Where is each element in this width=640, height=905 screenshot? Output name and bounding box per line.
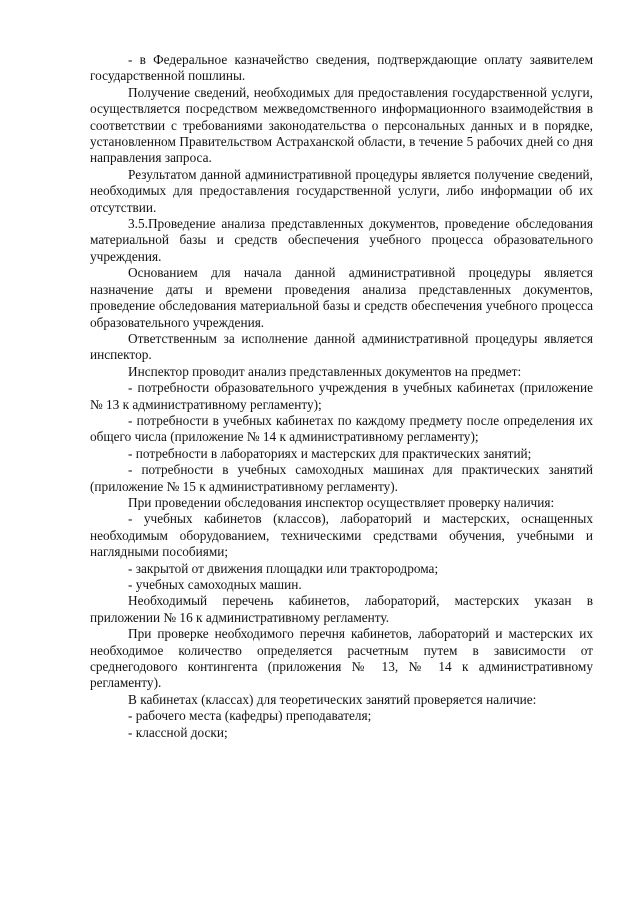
section-heading-3-5: 3.5.Проведение анализа представленных документов, проведение обследования материальной базы и средств обеспечения учебного процесса образовательного учреждения. <box>90 216 593 264</box>
paragraph-calculation: При проверке необходимого перечня кабинетов, лабораторий и мастерских их необходимое количество определяется расчетным путем в зависимости от среднегодового контингента (приложения № 13, № 14 к административному регламенту). <box>90 626 593 691</box>
paragraph-responsible: Ответственным за исполнение данной административной процедуры является инспектор. <box>90 330 593 363</box>
paragraph-basis: Основанием для начала данной административной процедуры является назначение даты и времени проведения анализа представленных документов, проведение обследования материальной базы и средств обеспечения учебного процесса образовательного учреждения. <box>90 265 593 330</box>
list-item-need-machines: - потребности в учебных самоходных машинах для практических занятий (приложение № 15 к административному регламенту). <box>90 462 593 494</box>
paragraph-analysis-intro: Инспектор проводит анализ представленных документов на предмет: <box>128 363 522 379</box>
list-item-closed-area: - закрытой от движения площадки или трактородрома; <box>128 560 439 576</box>
document-page <box>90 52 593 741</box>
list-item-machines: - учебных самоходных машин. <box>128 577 302 592</box>
paragraph-theory-classrooms: В кабинетах (классах) для теоретических занятий проверяется наличие: <box>128 691 537 707</box>
paragraph-required-list: Необходимый перечень кабинетов, лабораторий, мастерских указан в приложении № 16 к административному регламенту. <box>90 593 593 625</box>
list-item-teacher-desk: - рабочего места (кафедры) преподавателя; <box>128 708 372 724</box>
paragraph-procedure-result: Результатом данной административной процедуры является получение сведений, необходимых для предоставления государственной услуги, либо информации об их отсутствии. <box>90 166 593 215</box>
list-item-need-per-subject: - потребности в учебных кабинетах по каждому предмету после определения их общего числа (приложение № 14 к административному регламенту); <box>90 412 593 445</box>
list-item-need-classrooms: - потребности образовательного учреждения в учебных кабинетах (приложение № 13 к административному регламенту); <box>90 380 593 412</box>
list-item-classrooms-equipped: - учебных кабинетов (классов), лабораторий и мастерских, оснащенных необходимым оборудованием, техническими средствами обучения, учебными и наглядными пособиями; <box>90 511 593 560</box>
paragraph-inspection-intro: При проведении обследования инспектор осуществляет проверку наличия: <box>128 494 555 510</box>
paragraph-interagency-info: Получение сведений, необходимых для предоставления государственной услуги, осуществляется посредством межведомственного информационного взаимодействия в соответствии с требованиями законодательства о персональных данных и в порядке, установленном Правительством Астраханской области, в течение 5 рабочих дней со дня направления запроса. <box>90 84 593 166</box>
paragraph-treasury: - в Федеральное казначейство сведения, подтверждающие оплату заявителем государственной пошлины. <box>90 52 593 84</box>
list-item-blackboard: - классной доски; <box>128 724 228 740</box>
list-item-need-labs: - потребности в лабораториях и мастерских для практических занятий; <box>128 445 532 461</box>
